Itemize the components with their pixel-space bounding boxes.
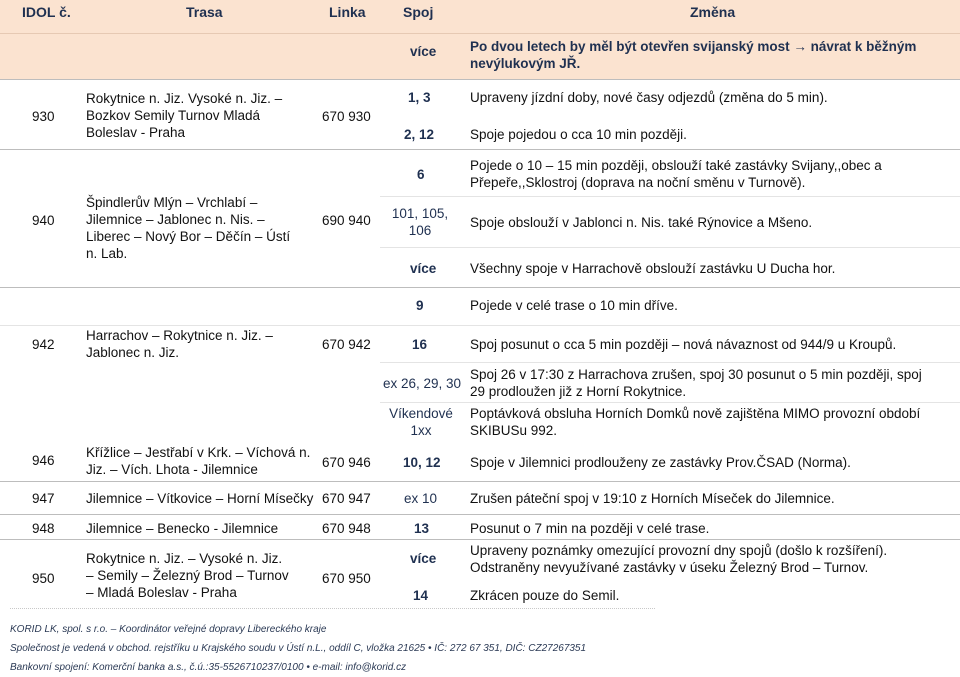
zmena-940-1: Pojede o 10 – 15 min později, obslouží také zastávky Svijany,,obec a Přepeře,,Sklostroj (doprava na noční směnu v Turnově). — [470, 158, 882, 190]
idol-946: 946 — [32, 453, 55, 468]
trasa-948: Jilemnice – Benecko - Jilemnice — [86, 521, 279, 536]
spoj-942-0: 9 — [416, 298, 424, 313]
trasa-930: Rokytnice n. Jiz. Vysoké n. Jiz. – Bozkov Semily Turnov Mladá Boleslav - Praha — [86, 91, 283, 140]
idol-948: 948 — [32, 521, 55, 536]
grid-line — [0, 79, 960, 80]
grid-line — [0, 149, 960, 150]
spoj-930-1: 1, 3 — [408, 90, 431, 105]
idol-942: 942 — [32, 337, 55, 352]
idol-950: 950 — [32, 571, 55, 586]
zmena-942-0: Pojede v celé trase o 10 min dříve. — [470, 298, 678, 313]
grid-line — [0, 33, 960, 34]
spoj-946-b: Víkendové 1xx — [389, 406, 453, 438]
spoj-946-c: 10, 12 — [403, 455, 441, 470]
zmena-940-2: Spoje obslouží v Jablonci n. Nis. také Rýnovice a Mšeno. — [470, 215, 813, 230]
col-header-spoj: Spoj — [403, 4, 434, 20]
zmena-950-1a: Upraveny poznámky omezující provozní dny spojů (došlo k rozšíření). — [470, 543, 888, 558]
idol-940: 940 — [32, 213, 55, 228]
spoj-947: ex 10 — [404, 491, 438, 506]
spoj-950-1: více — [410, 551, 437, 566]
grid-line — [380, 247, 960, 248]
grid-line — [380, 362, 960, 363]
header-spoj-sub: více — [410, 44, 437, 59]
spoj-942-1: 16 — [412, 337, 428, 352]
trasa-946: Křížlice – Jestřabí v Krk. – Víchová n. Jiz. – Vích. Lhota - Jilemnice — [86, 445, 311, 477]
spoj-948: 13 — [414, 521, 430, 536]
zmena-950-2: Zkrácen pouze do Semil. — [470, 588, 620, 603]
zmena-946-b: Poptávková obsluha Horních Domků nově zajištěna MIMO provozní období SKIBUSu 992. — [470, 406, 921, 438]
linka-948: 670 948 — [322, 521, 371, 536]
linka-930: 670 930 — [322, 109, 371, 124]
zmena-930-1: Upraveny jízdní doby, nové časy odjezdů (změna do 5 min). — [470, 90, 828, 105]
zmena-946-a: Spoj 26 v 17:30 z Harrachova zrušen, spoj 30 posunut o 5 min později, spoj 29 prodloužen již z Horní Rokytnice. — [470, 367, 922, 399]
col-header-linka: Linka — [329, 4, 366, 20]
footer-bank: Bankovní spojení: Komerční banka a.s., č.ú.:35-5526710237/0100 • e-mail: info@korid.cz — [10, 662, 407, 673]
footer-separator — [10, 608, 655, 609]
spoj-946-a: ex 26, 29, 30 — [383, 376, 462, 391]
spoj-940-1: 6 — [417, 167, 425, 182]
linka-950: 670 950 — [322, 571, 371, 586]
spoj-940-3: více — [410, 261, 437, 276]
grid-line — [0, 325, 960, 326]
grid-line — [0, 287, 960, 288]
linka-940: 690 940 — [322, 213, 371, 228]
idol-947: 947 — [32, 491, 55, 506]
col-header-trasa: Trasa — [186, 4, 223, 20]
col-header-zmena: Změna — [690, 4, 736, 20]
zmena-947: Zrušen páteční spoj v 19:10 z Horních Mísеček do Jilemnice. — [470, 491, 835, 506]
spoj-950-2: 14 — [413, 588, 429, 603]
grid-line — [0, 539, 960, 540]
trasa-947: Jilemnice – Vítkovice – Horní Mísečky — [86, 491, 314, 506]
footer-registry: Společnost je vedená v obchod. rejstříku u Krajského soudu v Ústí n.L., oddíl C, vložka 21625 • IČ: 272 67 351, DIČ: CZ27267351 — [10, 643, 587, 654]
zmena-942-1: Spoj posunut o cca 5 min později – nová návaznost od 944/9 u Kroupů. — [470, 337, 897, 352]
spoj-930-2: 2, 12 — [404, 127, 435, 142]
idol-930: 930 — [32, 109, 55, 124]
grid-line — [380, 196, 960, 197]
col-header-idol: IDOL č. — [22, 4, 71, 20]
trasa-942: Harrachov – Rokytnice n. Jiz. – Jablonec n. Jiz. — [86, 328, 273, 360]
trasa-950: Rokytnice n. Jiz. – Vysoké n. Jiz. – Semily – Železný Brod – Turnov – Mladá Boleslav - Praha — [86, 551, 289, 600]
table-header — [0, 0, 960, 79]
zmena-946-c: Spoje v Jilemnici prodlouženy ze zastávky Prov.ČSAD (Norma). — [470, 455, 851, 470]
zmena-940-3: Všechny spoje v Harrachově obslouží zastávku U Ducha hor. — [470, 261, 836, 276]
grid-line — [0, 514, 960, 515]
linka-942: 670 942 — [322, 337, 371, 352]
spoj-940-2: 101, 105, 106 — [391, 206, 449, 238]
zmena-948: Posunut o 7 min na později v celé trase. — [470, 521, 710, 536]
zmena-930-2: Spoje pojedou o cca 10 min později. — [470, 127, 687, 142]
zmena-950-1b: Odstraněny nevyužívané zastávky v úseku Železný Brod – Turnov. — [470, 560, 869, 575]
header-zmena-sub: Po dvou letech by měl být otevřen svijanský most → návrat k běžným nevýlukovým JŘ. — [470, 39, 917, 71]
grid-line — [0, 481, 960, 482]
footer-company: KORID LK, spol. s r.o. – Koordinátor veřejné dopravy Libereckého kraje — [10, 624, 327, 635]
grid-line — [380, 402, 960, 403]
linka-947: 670 947 — [322, 491, 371, 506]
linka-946: 670 946 — [322, 455, 371, 470]
trasa-940: Špindlerův Mlýn – Vrchlabí – Jilemnice – Jablonec n. Nis. – Liberec – Nový Bor – Děčín – Ústí n. Lab. — [86, 195, 291, 261]
